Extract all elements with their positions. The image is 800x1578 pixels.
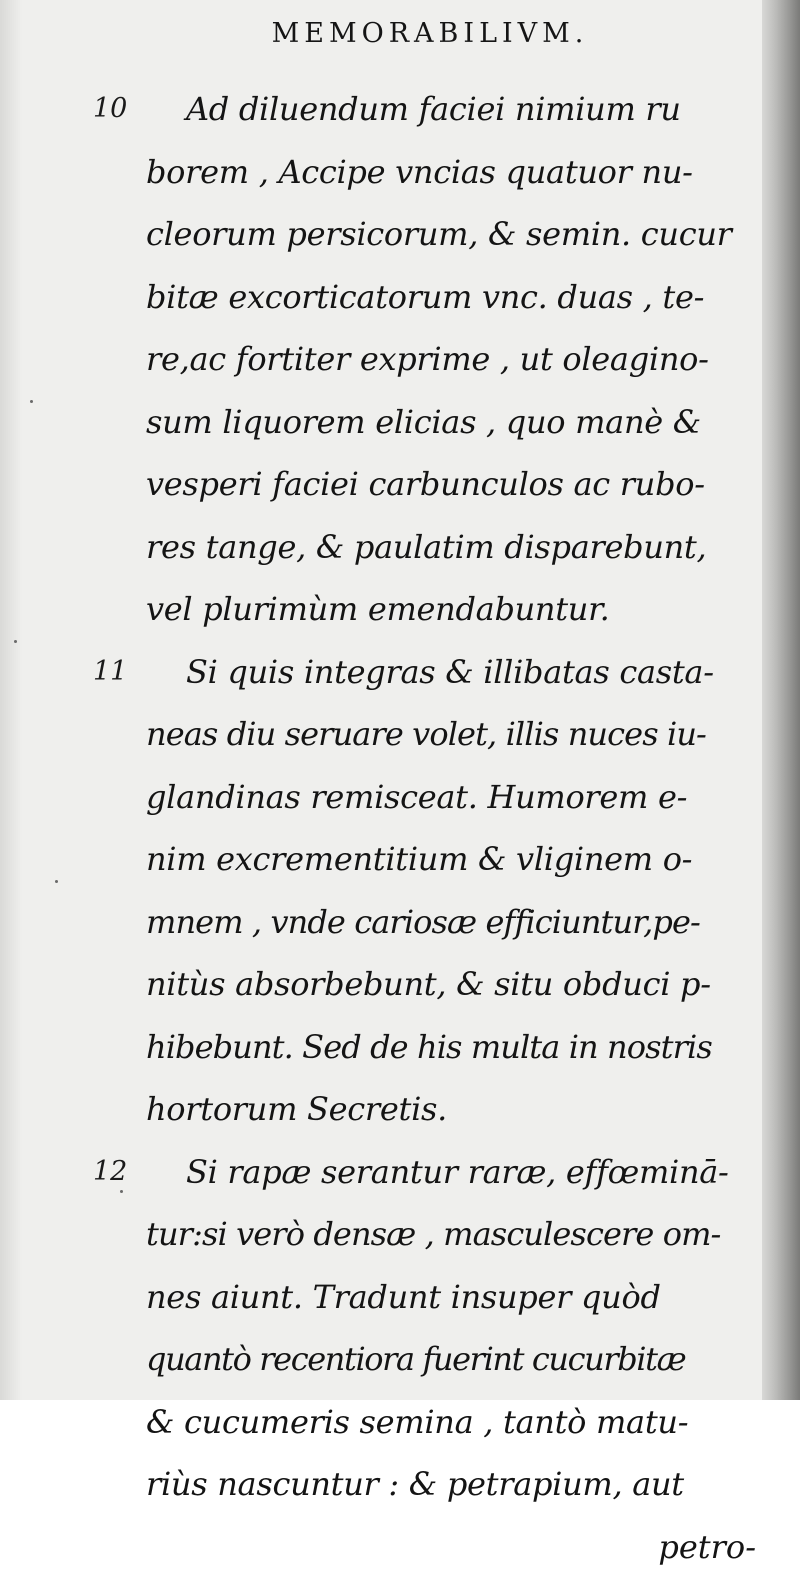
entry-number: 10 bbox=[93, 78, 127, 141]
text-line: sum liquorem elicias , quo manè & bbox=[0, 391, 800, 454]
text-line: Si quis integras & illibatas casta- bbox=[0, 641, 800, 704]
entry-number: 12 bbox=[93, 1141, 127, 1204]
text-line: vesperi faciei carbunculos ac rubo- bbox=[0, 453, 800, 516]
text-line: hortorum Secretis. bbox=[0, 1078, 800, 1141]
text-block bbox=[0, 78, 800, 1578]
entry-11 bbox=[0, 641, 800, 1141]
text-line: quantò recentiora fuerint cucurbitæ bbox=[0, 1328, 800, 1391]
entry-12 bbox=[0, 1141, 800, 1516]
text-line: riùs nascuntur : & petrapium, aut bbox=[0, 1453, 800, 1516]
text-line: tur:si verò densæ , masculescere om- bbox=[0, 1203, 800, 1266]
text-line: nim excrementitium & vliginem o- bbox=[0, 828, 800, 891]
paper-speck bbox=[14, 640, 17, 643]
text-line: hibebunt. Sed de his multa in nostris bbox=[0, 1016, 800, 1079]
paper-speck bbox=[55, 880, 58, 883]
paper-speck bbox=[30, 400, 33, 403]
text-line: vel plurimùm emendabuntur. bbox=[0, 578, 800, 641]
text-line: glandinas remisceat. Humorem e- bbox=[0, 766, 800, 829]
text-line: re,ac fortiter exprime , ut oleagino- bbox=[0, 328, 800, 391]
text-line: Si rapæ serantur raræ, effœminā- bbox=[0, 1141, 800, 1204]
text-line: Ad diluendum faciei nimium ru bbox=[0, 78, 800, 141]
running-head: MEMORABILIVM. bbox=[0, 18, 800, 49]
paper-speck bbox=[120, 1190, 123, 1193]
text-line: & cucumeris semina , tantò matu- bbox=[0, 1391, 800, 1454]
text-line: res tange, & paulatim disparebunt, bbox=[0, 516, 800, 579]
text-line: mnem , vnde cariosæ efficiuntur,pe- bbox=[0, 891, 800, 954]
text-line: nes aiunt. Tradunt insuper quòd bbox=[0, 1266, 800, 1329]
text-line: borem , Accipe vncias quatuor nu- bbox=[0, 141, 800, 204]
text-line: neas diu seruare volet, illis nuces iu- bbox=[0, 703, 800, 766]
text-line: nitùs absorbebunt, & situ obduci p- bbox=[0, 953, 800, 1016]
entry-10 bbox=[0, 78, 800, 641]
entry-number: 11 bbox=[93, 641, 127, 704]
catchword: petro- bbox=[0, 1516, 800, 1578]
text-line: cleorum persicorum, & semin. cucur bbox=[0, 203, 800, 266]
text-line: bitæ excorticatorum vnc. duas , te- bbox=[0, 266, 800, 329]
